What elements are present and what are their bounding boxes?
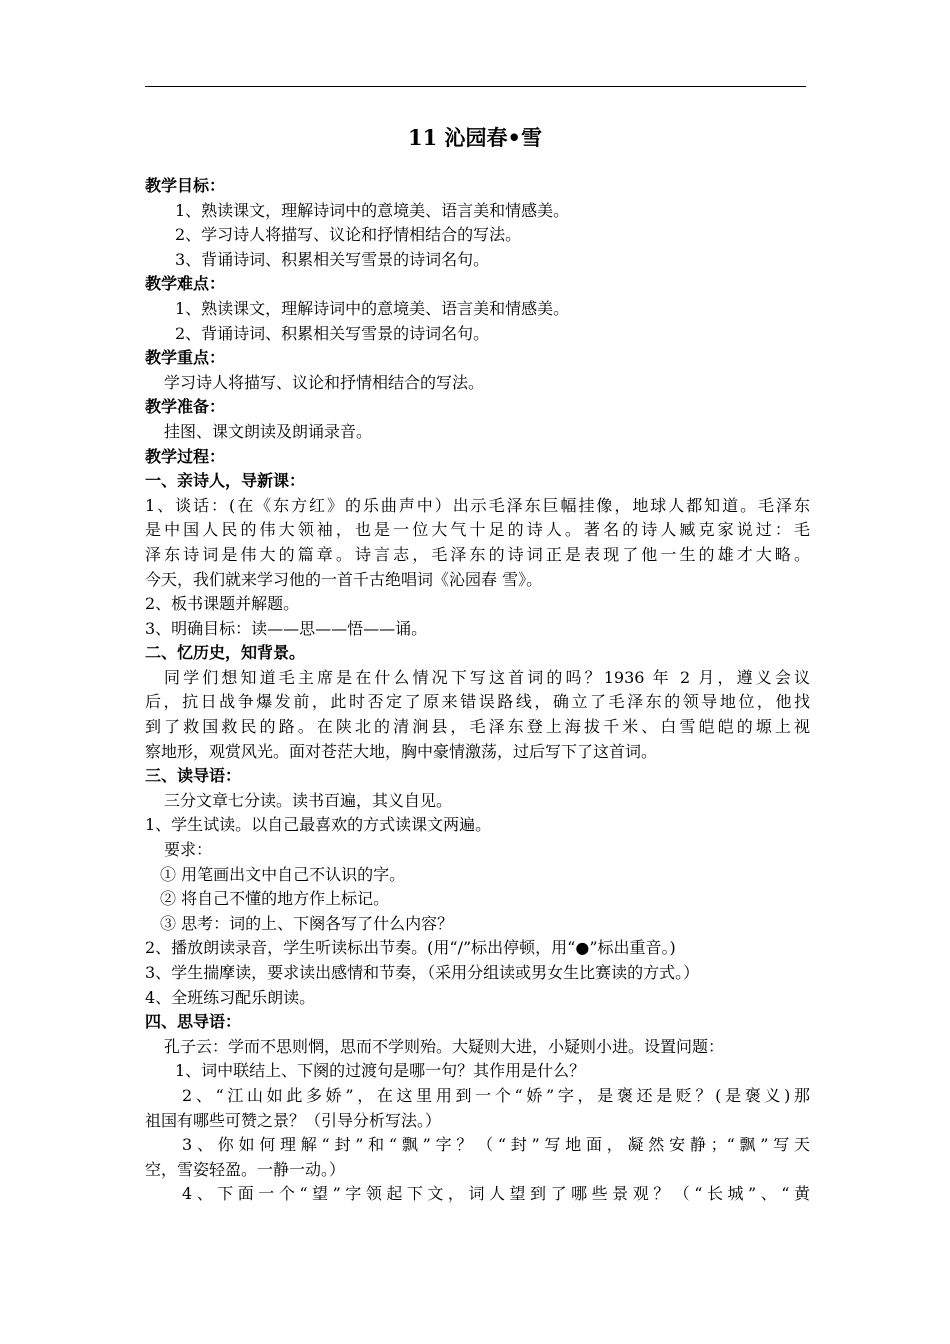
part4-line: 3、你如何理解“封”和“飘”字？（“封”写地面，凝然安静；“飘”写天: [182, 1135, 810, 1155]
part2-heading: 二、忆历史，知背景。: [145, 643, 306, 663]
part4-line: 2、“江山如此多娇”，在这里用到一个“娇”字，是褒还是贬？(是褒义)那: [182, 1085, 810, 1105]
page-title: 11 沁园春•雪: [408, 125, 542, 150]
difficulty-item: 2、背诵诗词、积累相关写雪景的诗词名句。: [175, 323, 490, 343]
part2-line: 察地形，观赏风光。面对苍茫大地，胸中豪情激荡，过后写下了这首词。: [145, 741, 658, 761]
part4-line: 空，雪姿轻盈。一静一动。）: [145, 1159, 346, 1179]
part3-heading: 三、读导语：: [145, 766, 242, 786]
part3-line: 3、学生揣摩读，要求读出感情和节奏，（采用分组读或男女生比赛读的方式。）: [145, 963, 700, 982]
part1-line: 是中国人民的伟大领袖，也是一位大气十足的诗人。著名的诗人臧克家说过：毛: [145, 520, 810, 540]
part4-line: 祖国有哪些可赞之景？（引导分析写法。）: [145, 1110, 442, 1130]
part4-heading: 四、思导语：: [145, 1012, 242, 1032]
goals-heading: 教学目标：: [145, 176, 226, 195]
part3-line: 4、全班练习配乐朗读。: [145, 987, 316, 1007]
part4-line: 1、词中联结上、下阕的过渡句是哪一句？其作用是什么？: [175, 1061, 586, 1081]
prep-text: 挂图、课文朗读及朗诵录音。: [164, 421, 373, 441]
part1-line: 1、谈话：(在《东方红》的乐曲声中）出示毛泽东巨幅挂像，地球人都知道。毛泽东: [145, 495, 810, 515]
difficulty-heading: 教学难点：: [145, 274, 226, 294]
lesson-body: [145, 174, 810, 1207]
part3-line: 要求：: [164, 840, 213, 860]
part1-line: 3、明确目标：读——思——悟——诵。: [145, 618, 428, 638]
part3-line: 三分文章七分读。读书百遍，其义自见。: [164, 790, 453, 810]
key-text: 学习诗人将描写、议论和抒情相结合的写法。: [164, 372, 485, 392]
header-rule: [145, 86, 806, 87]
part3-line: 1、学生试读。以自己最喜欢的方式读课文两遍。: [145, 815, 492, 835]
part4-line: 4、下面一个“望”字领起下文，词人望到了哪些景观？（“长城”、“黄: [182, 1184, 810, 1204]
key-heading: 教学重点：: [145, 348, 226, 368]
part3-line: ③ 思考：词的上、下阕各写了什么内容？: [160, 913, 454, 933]
part3-line: ① 用笔画出文中自己不认识的字。: [160, 864, 406, 884]
part2-line: 同学们想知道毛主席是在什么情况下写这首词的吗？1936 年 2 月，遵义会议: [164, 667, 810, 687]
part1-line: 今天，我们就来学习他的一首千古绝唱词《沁园春 雪》。: [145, 569, 543, 589]
part1-heading: 一、亲诗人，导新课：: [145, 471, 306, 491]
part1-line: 2、板书课题并解题。: [145, 594, 300, 614]
process-heading: 教学过程：: [145, 446, 226, 466]
goal-item: 3、背诵诗词、积累相关写雪景的诗词名句。: [175, 249, 490, 269]
part2-line: 后，抗日战争爆发前，此时否定了原来错误路线，确立了毛泽东的领导地位，他找: [145, 692, 810, 712]
goal-item: 1、熟读课文，理解诗词中的意境美、语言美和情感美。: [175, 200, 570, 220]
part1-line: 泽东诗词是伟大的篇章。诗言志，毛泽东的诗词正是表现了他一生的雄才大略。: [145, 544, 810, 564]
goal-item: 2、学习诗人将描写、议论和抒情相结合的写法。: [175, 225, 522, 245]
part3-line: ② 将自己不懂的地方作上标记。: [160, 889, 390, 909]
prep-heading: 教学准备：: [145, 397, 226, 417]
part4-line: 孔子云：学而不思则惘，思而不学则殆。大疑则大进，小疑则小进。设置问题：: [164, 1036, 725, 1056]
part3-line: 2、播放朗读录音，学生听读标出节奏。(用“/”标出停顿，用“●”标出重音。): [145, 938, 676, 958]
difficulty-item: 1、熟读课文，理解诗词中的意境美、语言美和情感美。: [175, 298, 570, 318]
part2-line: 到了救国救民的路。在陕北的清涧县，毛泽东登上海拔千米、白雪皑皑的塬上视: [145, 717, 810, 737]
